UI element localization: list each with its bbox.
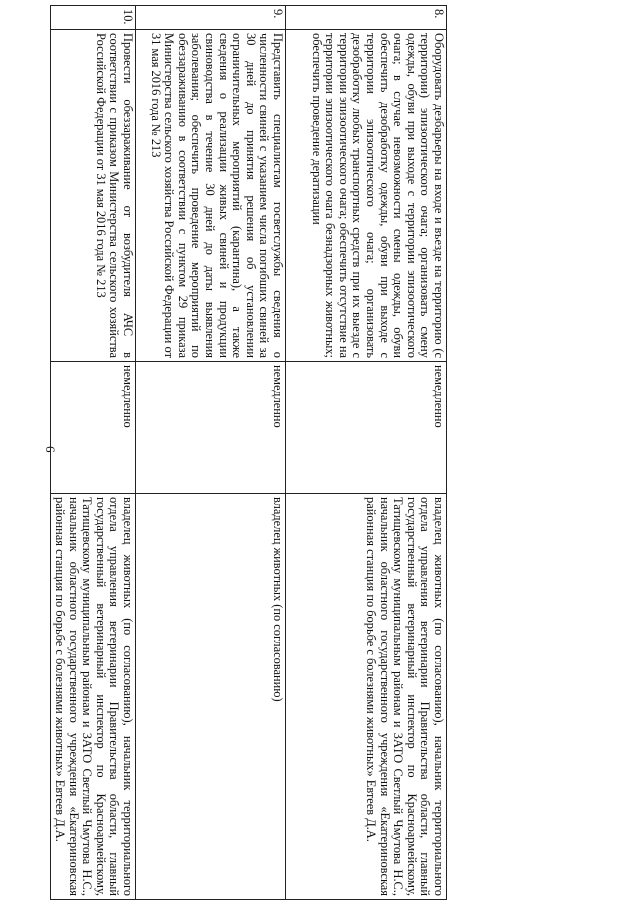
action-cell: Оборудовать дезбарьеры на входе и въезде на территорию (с территории) эпизоотического очага; организовать смену одежды, обуви при выходе с территории эпизоотического очага; в случае невозможности смены одежды, обуви обеспечить дезобработку одежды, обуви при выходе с территории эпизоотического очага; организовать дезобработку любых транспортных средств при их выезде с территории эпизоотического очага; обеспечить отсутствие на территории эпизоотического очага безнадзорных животных; обеспечить проведение дератизации — [286, 30, 447, 362]
row-number: 8. — [286, 6, 447, 30]
deadline-cell: немедленно — [51, 362, 136, 494]
table-row — [136, 6, 286, 900]
rotated-table-container — [53, 5, 447, 900]
page-number: 6 — [43, 446, 58, 453]
row-number: 9. — [136, 6, 286, 30]
action-cell: Представить специалистам госветслужбы сведения о численности свиней с указанием числа погибших свиней за 30 дней до принятия решения об установлении ограничительных мероприятий (карантина), а также сведения о реализации живых свиней и продукции свиноводства в течение 30 дней до даты выявления заболевания; обеспечить проведение мероприятий по обеззараживанию в соответствии с пунктом 29 приказа Министерства сельского хозяйства Российской Федерации от 31 мая 2016 года № 213 — [136, 30, 286, 362]
row-number: 10. — [51, 6, 136, 30]
table-row — [51, 6, 136, 900]
action-cell: Провести обеззараживание от возбудителя АЧС в соответствии с приказом Министерства сельского хозяйства Российской Федерации от 31 мая 2016 года № 213 — [51, 30, 136, 362]
table-row — [286, 6, 447, 900]
deadline-cell: немедленно — [286, 362, 447, 494]
responsible-cell: владелец животных (по согласованию), начальник территориального отдела управления ветеринарии Правительства области, главный государственный ветеринарный инспектор по Красноармейскому, Татищевскому муниципальным районам и ЗАТО Светлый Чмутова Н.С., начальник областного государственного учреждения «Екатериновская районная станция по борьбе с болезнями животных» Евтеев Д.А. — [51, 494, 136, 900]
responsible-cell: владелец животных (по согласованию), начальник территориального отдела управления ветеринарии Правительства области, главный государственный ветеринарный инспектор по Красноармейскому, Татищевскому муниципальным районам и ЗАТО Светлый Чмутова Н.С., начальник областного государственного учреждения «Екатериновская районная станция по борьбе с болезнями животных» Евтеев Д.А. — [286, 494, 447, 900]
measures-table — [50, 5, 447, 900]
deadline-cell: немедленно — [136, 362, 286, 494]
responsible-cell: владелец животных (по согласованию) — [136, 494, 286, 900]
